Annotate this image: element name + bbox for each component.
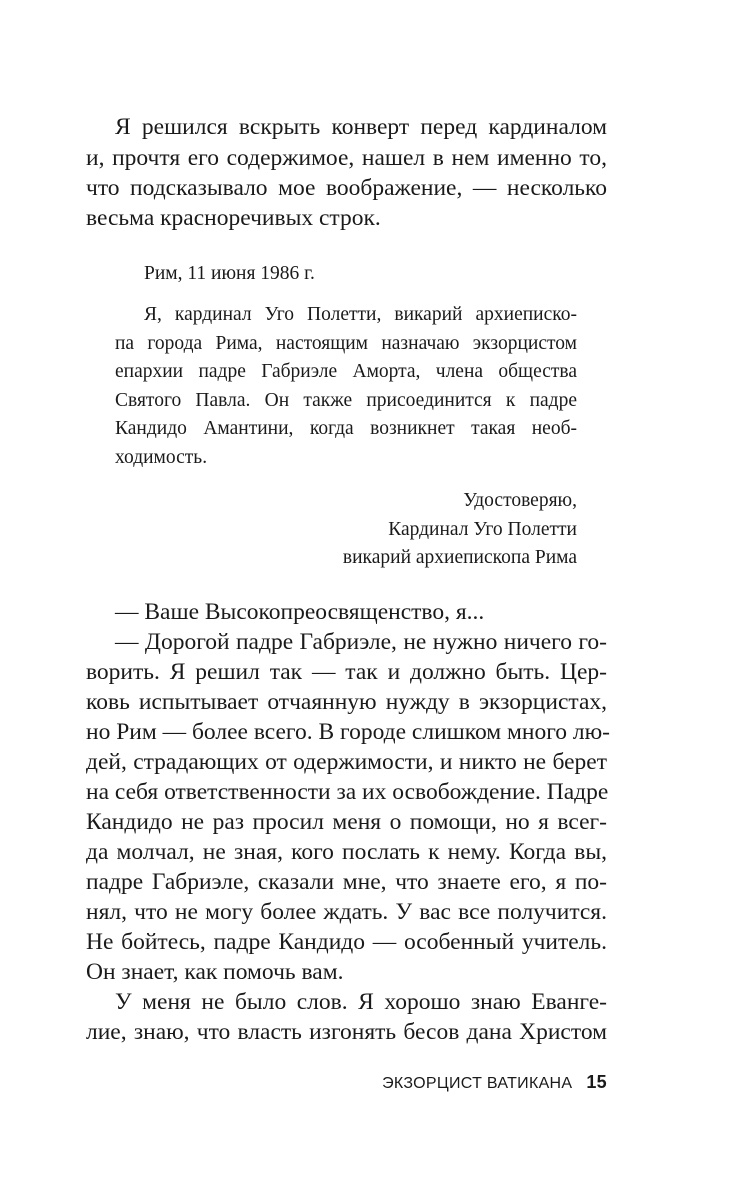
signature-line: викарий архиепископа Рима <box>342 547 577 568</box>
dialogue-line: да молчал, не зная, кого послать к нему. Когда вы, <box>86 839 607 865</box>
text-line: весьма красноречивых строк. <box>86 205 381 231</box>
page-number: 15 <box>586 1072 607 1092</box>
dialogue-line: ворить. Я решил так — так и должно быть. Цер- <box>86 659 607 685</box>
dialogue-line: дей, страдающих от одержимости, и никто не берет <box>86 749 607 775</box>
dialogue-line: падре Габриэле, сказали мне, что знаете его, я по- <box>86 869 607 895</box>
dialogue-line: ковь испытывает отчаянную нужду в экзорцистах, <box>86 689 607 715</box>
dialogue-line: Он знает, как помочь вам. <box>86 959 344 985</box>
letter-line: ходимость. <box>115 447 208 468</box>
dialogue-line: нял, что не могу более ждать. У вас все получится. <box>86 899 607 925</box>
text-line: лие, знаю, что власть изгонять бесов дана Христом <box>86 1019 607 1045</box>
letter-line: Кандидо Амантини, когда возникнет такая необ- <box>115 418 577 439</box>
letter-line: Я, кардинал Уго Полетти, викарий архиеписко- <box>144 304 577 325</box>
letter-line: Святого Павла. Он также присоединится к падре <box>115 390 577 411</box>
text-line: и, прочтя его содержимое, нашел в нем именно то, <box>86 145 607 171</box>
dialogue-line: Кандидо не раз просил меня о помощи, но я всег- <box>86 809 607 835</box>
dialogue-line: — Дорогой падре Габриэле, не нужно ничего го- <box>115 629 607 655</box>
text-line: У меня не было слов. Я хорошо знаю Еванге- <box>115 989 607 1015</box>
signature-line: Удостоверяю, <box>463 490 577 511</box>
letter-line: епархии падре Габриэле Аморта, члена общества <box>115 361 577 382</box>
text-line: Я решился вскрыть конверт перед кардиналом <box>115 114 607 140</box>
dialogue-line: Не бойтесь, падре Кандидо — особенный учитель. <box>86 929 607 955</box>
text-line: что подсказывало мое воображение, — несколько <box>86 175 607 201</box>
signature-line: Кардинал Уго Полетти <box>388 519 577 540</box>
letter-dateline: Рим, 11 июня 1986 г. <box>144 263 315 284</box>
dialogue-line: но Рим — более всего. В городе слишком много лю- <box>86 719 611 745</box>
dialogue-line: — Ваше Высокопреосвященство, я... <box>115 599 485 625</box>
running-footer <box>382 1072 607 1093</box>
book-title: ЭКЗОРЦИСТ ВАТИКАНА <box>382 1075 573 1092</box>
letter-line: па города Рима, настоящим назначаю экзорцистом <box>115 333 577 354</box>
dialogue-line: на себя ответственности за их освобождение. Падре <box>86 779 609 805</box>
